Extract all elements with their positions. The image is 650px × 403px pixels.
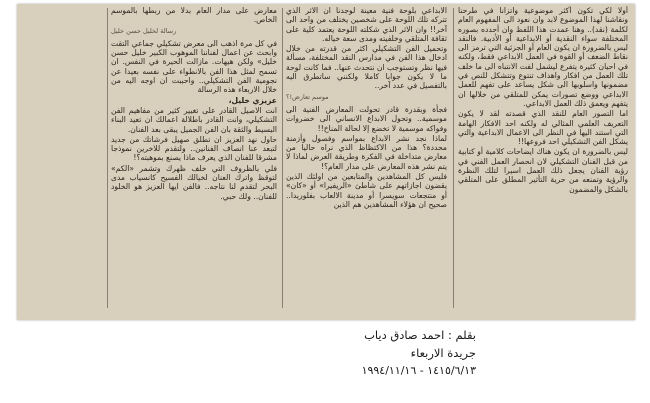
column1-paragraph: ليس بالضرورة ان يكون هناك ايضاحات كلامية أو كتابية من قبل الفنان التشكيلي لان انحصار العمل الفني في رؤية الفنان يجعل ذلك العمل اسيرا لتلك النظرة والرؤية وتمنعه من حرية التأثير المطلق على المتلقي بالشكل والمضمون bbox=[458, 147, 628, 194]
column3-paragraph: حاول نهد العزيز ان تطلق صهيل فرشاتك من جديد لتبعد عنا انصاف الفنانين.. ولتقدم للاخرين نموذجا مشرقا للفنان الذي يعرف ماذا يصنع بموهبته؟! bbox=[111, 134, 277, 163]
column-divider bbox=[282, 8, 283, 308]
column-divider bbox=[107, 8, 108, 308]
column2-paragraph: الابداعي بلوحة فنية معينة لوجدنا ان الاثر الذي تتركه تلك اللوحة على شخصين يختلف من واحد الى آخر!! وان الاثر الذي شكلته اللوحة يعتمد كلية على ثقافة المتلقي وخلفيته ومدى سعة خياله. bbox=[286, 6, 447, 43]
column3-paragraph: فلي بالظروف التي خلف ظهرك وتشمر «الكم» لتوقظ واترك العنان لخيالك الفسيح كانسياب مدى البحر لتقدم لنا نتاجه.. فالفن ايها العزيز هو الخلود للفنان.. ولك حبي. bbox=[111, 163, 277, 201]
letter-salutation: عزيزي خليل، bbox=[228, 95, 277, 105]
article-column-2 bbox=[286, 6, 447, 316]
column1-paragraph: اما التصور العام للنقد الذي قصدته لقد لا يكون التعريف العلمي المثالي له ولكنه احد الافكار الهامة التي استند اليها في النظر الى الاعمال الابداعية والتي يشكل الفن التشكيلي احد فروعها!! bbox=[458, 109, 628, 147]
section-subheading: رسالة لخليل حسن خليل bbox=[111, 26, 177, 35]
column2-paragraph: لماذا نجد نشر الابداع بمواسم وفصول وأزمنة محددة؟ هذا من الاكتظاظ الذي نراه حاليا من معارض متداخلة في الفكرة وطريقة العرض لماذا لا يتم نشر هذه المعارض على مدار العام؟! bbox=[286, 133, 447, 171]
article-column-1 bbox=[458, 6, 628, 316]
column2-paragraph: وتحميل الفن التشكيلي اكثر من قدرته من خلال ادخال هذا الفن في مدارس النقد المختلفة، مسألة فيها نظر وتستوجب ان نتحدث عنها.. فما كانت لوحة ما لا يكون جوابا كاملا ولكنني ساتطرق اليه بالتفصيل في عدد آخر.. bbox=[286, 44, 447, 91]
publication-date: ١٤١٥/٦/١٣ - ١٩٩٤/١١/١٦ bbox=[361, 364, 476, 377]
column1-paragraph: أولا لكي تكون أكثر موضوعية واتزانا في طرحنا ونقاشنا لهذا الموضوع لابد وان نعود الى المفهوم العام لكلمة (نقد).. وهنا عمدت هذا اللفظ وان أحدده بصوره المختلفة سواء النقدية أو الابداعية أو الأدبية. فالنقد ليس بالضرورة ان يكون العام أو الجزئية التي ترمز الى نقاط الضعف أو القوة في العمل الابداعي فقط، ولكنه في احيان كثيرة يتفرع ليشمل لفت الانتباه الى ما خلف تلك العمل من افكار واهداف تنتوع وتتشكل للنص في مضمونها واسلوبها الى شكل يساعد على تفهم للعمل الابداعي ووضع تصورات يمكن للمتلقي من خلالها ان يتفهم ويعمق ذلك العمل الابداعي. bbox=[458, 6, 628, 108]
section-subheading: موسم تعارض!؟ bbox=[286, 92, 329, 101]
author-credit: بقلم : احمد صادق دياب bbox=[364, 328, 476, 342]
article-column-4-cropped bbox=[21, 6, 103, 316]
newspaper-clipping bbox=[17, 4, 635, 320]
column2-paragraph: فليس كل المشاهدين والمتابعين من اولئك الذين يقضون اجازاتهم على شاطئ «الريفيرا» أو «كان» أو منتجعات سويسرا أو مدينة الالعاب بفلوريدا.. صحيح ان هؤلاء المشاهدين هم الذين bbox=[286, 172, 447, 209]
column3-paragraph: معارض على مدار العام بدلا من ربطها بالموسم الخاص. bbox=[111, 6, 277, 25]
article-column-3 bbox=[111, 6, 277, 316]
clipping-credits bbox=[176, 328, 476, 381]
column-divider bbox=[453, 8, 454, 308]
column2-paragraph: فجأة وبقدرة قادر تحولت المعارض الفنية الى موسمية.. وتحول الابداع الانساني الى خضروات وفواكه موسمية لا تخضع إلا لحالة المناخ!! bbox=[286, 104, 447, 133]
column3-paragraph: في كل مرة اذهب الى معرض تشكيلي جماعي التقت وابحث عن اعمال لفناننا الموهوب الكبير خليل حسن خليل» ولكن هيهات. مازالت الحيرة في النفس. ان تسمح لمثل هذا الفن بالانطواء على نفسه بعيدا عن نجومية الفن التشكيلي.. واحببت ان اوجه اليه من خلال الاربعاء هذه الرسالة bbox=[111, 38, 277, 95]
newspaper-name: جريدة الاربعاء bbox=[410, 346, 476, 360]
column3-paragraph: انت الاصيل القادر على تغيير كثير من مفاهيم الفن التشكيلي، وانت القادر باطلالة اعمالك ان تعيد البناء البسيط والثقة بان الفن الجميل يبقى بعد الفنان. bbox=[111, 105, 277, 134]
